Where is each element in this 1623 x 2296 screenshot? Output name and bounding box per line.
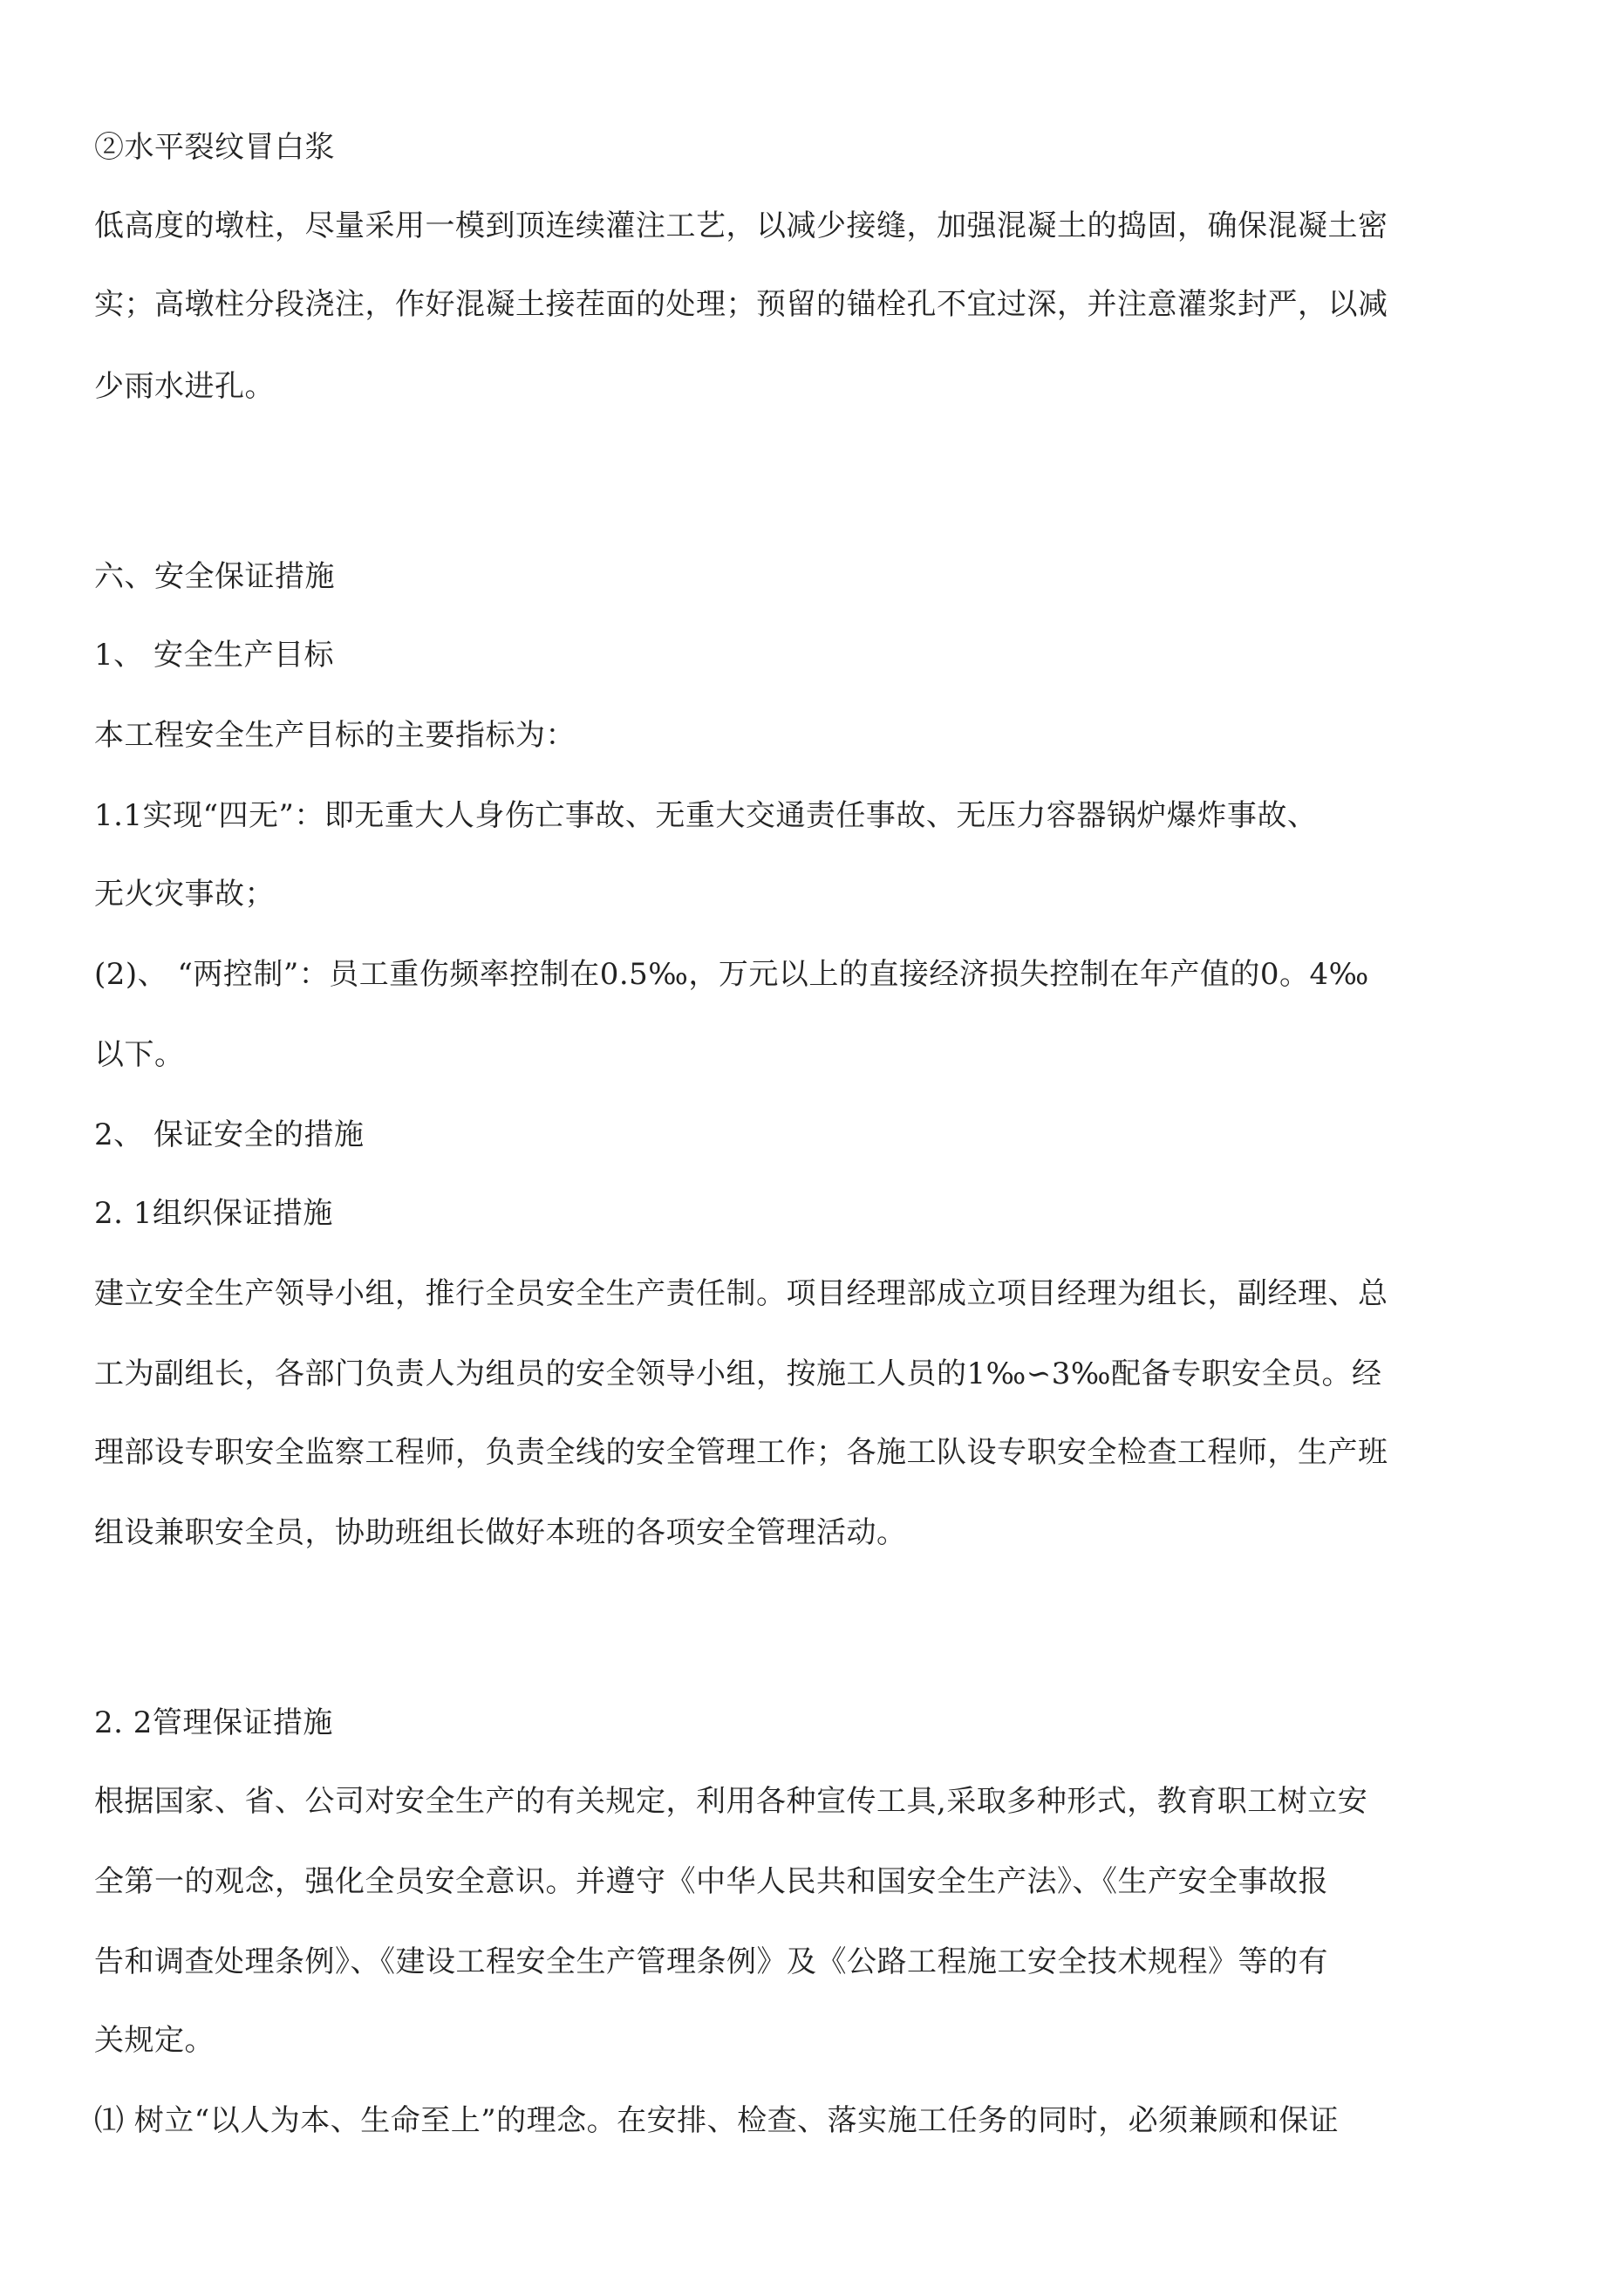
paragraph-line: 告和调查处理条例》、《建设工程安全生产管理条例》及《公路工程施工安全技术规程》等的有 <box>94 1944 1328 1979</box>
paragraph-line: 无火灾事故； <box>94 877 275 912</box>
paragraph-line: 以下。 <box>94 1037 185 1072</box>
paragraph-line: 少雨水进孔。 <box>94 369 275 404</box>
paragraph-line: 低高度的墩柱，尽量采用一模到顶连续灌注工艺，以减少接缝，加强混凝土的捣固，确保混凝土密 <box>94 208 1388 243</box>
heading-management-measures: 2. 2管理保证措施 <box>94 1705 333 1740</box>
paragraph-line: (2)、 “两控制”：员工重伤频率控制在0.5‰，万元以上的直接经济损失控制在年产值的0。4‰ <box>94 957 1369 992</box>
paragraph-line: 关规定。 <box>94 2023 215 2058</box>
heading-safety-measures: 2、 保证安全的措施 <box>94 1117 365 1152</box>
subheading-horizontal-crack: ②水平裂纹冒白浆 <box>94 130 335 165</box>
paragraph-line: 建立安全生产领导小组，推行全员安全生产责任制。项目经理部成立项目经理为组长，副经理、总 <box>94 1276 1388 1311</box>
paragraph-line: 根据国家、省、公司对安全生产的有关规定，利用各种宣传工具,采取多种形式，教育职工树立安 <box>94 1784 1368 1819</box>
paragraph-line: 全第一的观念，强化全员安全意识。并遵守《中华人民共和国安全生产法》、《生产安全事故报 <box>94 1864 1328 1899</box>
paragraph-line: 实；高墩柱分段浇注，作好混凝土接茬面的处理；预留的锚栓孔不宜过深，并注意灌浆封严，以减 <box>94 287 1388 322</box>
paragraph-line: 1.1实现“四无”：即无重大人身伤亡事故、无重大交通责任事故、无压力容器锅炉爆炸事故、 <box>94 798 1318 833</box>
section-heading-safety: 六、安全保证措施 <box>94 559 335 594</box>
heading-safety-target: 1、 安全生产目标 <box>94 638 334 673</box>
paragraph-line: 工为副组长，各部门负责人为组员的安全领导小组，按施工人员的1‰∽3‰配备专职安全员。经 <box>94 1356 1382 1391</box>
paragraph-line: 理部设专职安全监察工程师，负责全线的安全管理工作；各施工队设专职安全检查工程师，生产班 <box>94 1435 1388 1470</box>
paragraph-line: 本工程安全生产目标的主要指标为： <box>94 718 576 753</box>
paragraph-line: 组设兼职安全员，协助班组长做好本班的各项安全管理活动。 <box>94 1515 907 1550</box>
paragraph-line: ⑴ 树立“以人为本、生命至上”的理念。在安排、检查、落实施工任务的同时，必须兼顾和保证 <box>94 2103 1340 2138</box>
heading-organization-measures: 2. 1组织保证措施 <box>94 1196 333 1231</box>
